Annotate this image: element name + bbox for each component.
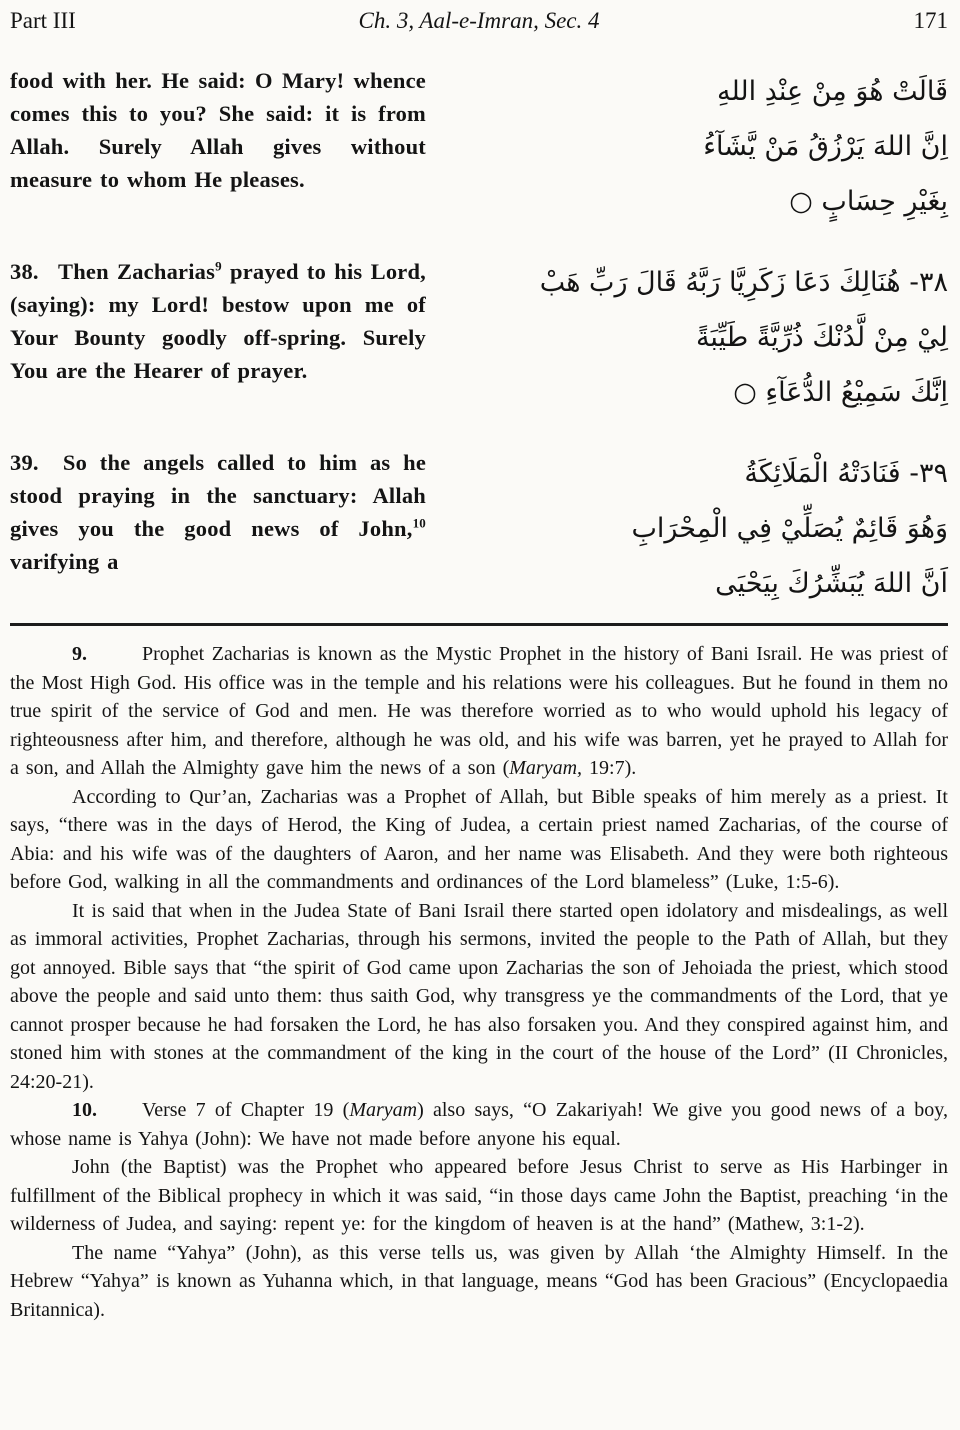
footnote-number: 9.: [72, 643, 87, 665]
footnote-ref: 9: [215, 258, 222, 274]
italic-segment: Maryam: [349, 1099, 418, 1121]
part-label: Part III: [10, 8, 76, 33]
footnotes-section: [10, 640, 948, 1324]
text-segment: According to Qur’an, Zacharias was a Prophet of Allah, but Bible speaks of him merely as a priest. It says, “there was in the days of Herod, the King of Judea, a certain priest named Zacharias, of the course of Abia: and his wife was of the daughters of Aaron, and her name was Elisabeth. And they were both righteous before God, walking in all the commandments and ordinances of the Lord blameless” (Luke, 1:5-6).: [10, 785, 948, 893]
text-segment: food with her. He said: O Mary! whence comes this to you? She said: it is from Allah. Surely Allah gives without measure to whom He pleases.: [10, 68, 426, 192]
arabic-line: ٣٨- هُنَالِكَ دَعَا زَكَرِيَّا رَبَّهُ قَالَ رَبِّ هَبْ: [539, 267, 948, 298]
arabic-line: اِنَّ اللهَ يَرْزُقُ مَنْ يَّشَآءُ: [703, 131, 948, 162]
text-segment: It is said that when in the Judea State of Bani Israil there started open idolatory and misdealings, as well as immoral activities, Prophet Zacharias, through his sermons, invited the people to the Path of Allah, but they got annoyed. Bible says that “the spirit of God came upon Zacharias the son of Jehoiada the priest, which stood above the people and said unto them: thus saith God, why transgress ye the commandments of the Lord, that ye cannot prosper because he had forsaken the Lord, he has also forsaken you. And they conspired against him, and stoned him with stones at the commandment of the king in the court of the house of the Lord” (II Chronicles, 24:20-21).: [10, 899, 948, 1093]
footnote-paragraph: [10, 897, 948, 1097]
text-segment: 38. Then Zacharias: [10, 259, 216, 284]
footnote-paragraph: [10, 1153, 948, 1239]
arabic-line: وَهُوَ قَائِمٌ يُصَلِّيْ فِي الْمِحْرَابِ: [631, 513, 948, 544]
arabic-verse-block: [460, 64, 948, 229]
text-segment: ) also says, “O Zakariyah! We give you good news of a boy, whose name is Yahya (John): We have not made before anyone his equal.: [10, 1099, 948, 1150]
arabic-line: اِنَّكَ سَمِيْعُ الدُّعَآءِ ○: [733, 377, 948, 408]
verse-row: [10, 64, 948, 229]
footnote-paragraph: [10, 1096, 948, 1153]
verse-row: [10, 255, 948, 420]
arabic-verse-block: [460, 446, 948, 611]
arabic-line: لِيْ مِنْ لَّدُنْكَ ذُرِّيَّةً طَيِّبَةً: [695, 322, 948, 353]
footnote-number: 10.: [72, 1099, 97, 1121]
verse-section: [10, 64, 948, 611]
text-segment: 39. So the angels called to him as he stood praying in the sanctuary: Allah gives you the good news of John,: [10, 450, 426, 541]
page-header: [10, 8, 948, 34]
text-segment: John (the Baptist) was the Prophet who appeared before Jesus Christ to serve as His Harbinger in fulfillment of the Biblical prophecy in which it was said, “in those days came John the Baptist, preaching ‘in the wilderness of Judea, and saying: repent ye: for the kingdom of heaven is at the hand” (Mathew, 3:1-2).: [10, 1156, 948, 1235]
footnote-paragraph: [10, 1239, 948, 1325]
italic-segment: Maryam,: [509, 757, 583, 779]
arabic-line: ٣٩- فَنَادَتْهُ الْمَلَائِكَةُ: [744, 458, 948, 489]
arabic-verse-block: [460, 255, 948, 420]
chapter-title: Ch. 3, Aal-e-Imran, Sec. 4: [358, 8, 600, 33]
english-verse-paragraph: [10, 64, 426, 229]
footnote-ref: 10: [412, 515, 426, 531]
page-number: 171: [913, 8, 948, 33]
verse-row: [10, 446, 948, 611]
text-segment: varifying a: [10, 549, 119, 574]
footnote-divider: [10, 623, 948, 626]
arabic-line: بِغَيْرِ حِسَابٍ ○: [789, 186, 948, 217]
english-verse-paragraph: [10, 446, 426, 611]
english-verse-paragraph: [10, 255, 426, 420]
footnote-paragraph: [10, 783, 948, 897]
arabic-line: اَنَّ اللهَ يُبَشِّرُكَ بِيَحْيَى: [715, 568, 948, 599]
text-segment: 19:7).: [582, 757, 637, 779]
text-segment: Prophet Zacharias is known as the Mystic Prophet in the history of Bani Israil. He was priest of the Most High God. His office was in the temple and his relations were his colleagues. But he found in them no true spirit of the service of God and men. He was therefore worried as to who would uphold his legacy of righteousness after him, and therefore, although he was old, and his wife was barren, yet he prayed to Allah for a son, and Allah the Almighty gave him the news of a son (: [10, 643, 948, 779]
footnote-paragraph: [10, 640, 948, 783]
text-segment: prayed to his Lord, (saying): my Lord! bestow upon me of Your Bounty goodly off-spring. Surely You are the Hearer of prayer.: [10, 259, 426, 383]
text-segment: Verse 7 of Chapter 19 (: [142, 1099, 350, 1121]
arabic-line: قَالَتْ هُوَ مِنْ عِنْدِ اللهِ: [717, 76, 948, 107]
text-segment: The name “Yahya” (John), as this verse tells us, was given by Allah ‘the Almighty Himself. In the Hebrew “Yahya” is known as Yuhanna which, in that language, means “God has been Gracious” (Encyclopaedia Britannica).: [10, 1241, 948, 1321]
